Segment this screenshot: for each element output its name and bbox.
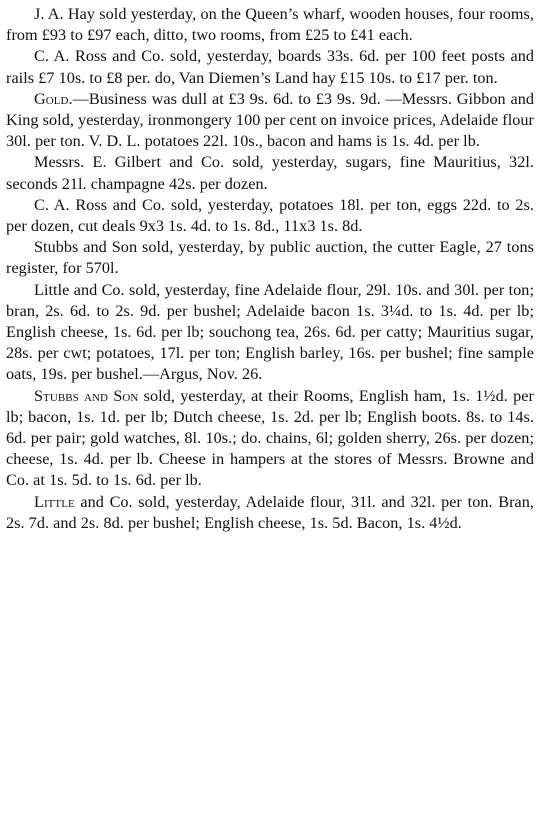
- paragraph-hay-wooden-houses: [6, 4, 534, 46]
- paragraph-gilbert-sugars: [6, 152, 534, 194]
- paragraph-text: C. A. Ross and Co. sold, yesterday, boards 33s. 6d. per 100 feet posts and rails £7 10s. to £8 per. do, Van Diemen’s Land hay £15 10s. to £17 per. ton.: [6, 47, 534, 87]
- paragraph-gold: [6, 89, 534, 153]
- paragraph-text: Little and Co. sold, yesterday, fine Adelaide flour, 29l. 10s. and 30l. per ton; bran, 2s. 6d. to 2s. 9d. per bushel; Adelaide bacon 1s. 3¼d. to 1s. 4d. per lb; English cheese, 1s. 6d. per lb; souchong tea, 26s. 6d. per catty; Mauritius sugar, 28s. per cwt; potatoes, 17l. per ton; English barley, 16s. per bushel; fine sample oats, 19s. per bushel.—Argus, Nov. 26.: [6, 280, 534, 384]
- paragraph-text: C. A. Ross and Co. sold, yesterday, potatoes 18l. per ton, eggs 22d. to 2s. per dozen, cut deals 9x3 1s. 4d. to 1s. 8d., 11x3 1s. 8d.: [6, 195, 534, 236]
- paragraph-text: —Business was dull at £3 9s. 6d. to £3 9s. 9d. —Messrs. Gibbon and King sold, yesterday, ironmongery 100 per cent on invoice prices, Adelaide flour 30l. per ton. V. D. L. potatoes 22l. 10s., bacon and hams is 1s. 4d. per lb.: [6, 89, 534, 151]
- paragraph-stubbs-cutter: [6, 237, 534, 279]
- paragraph-text: Messrs. E. Gilbert and Co. sold, yesterday, sugars, fine Mauritius, 32l. seconds 21l. champagne 42s. per dozen.: [6, 153, 534, 193]
- paragraph-ross-boards: [6, 46, 534, 88]
- paragraph-text: and Co. sold, yesterday, Adelaide flour, 31l. and 32l. per ton. Bran, 2s. 7d. and 2s. 8d. per bushel; English cheese, 1s. 5d. Bacon, 1s. 4½d.: [6, 492, 534, 532]
- paragraph-little-flour: [6, 280, 534, 386]
- paragraph-ross-potatoes: [6, 195, 534, 237]
- paragraph-text: J. A. Hay sold yesterday, on the Queen’s wharf, wooden houses, four rooms, from £93 to £97 each, ditto, two rooms, from £25 to £41 each.: [6, 5, 534, 45]
- paragraph-lead: Little: [34, 492, 75, 511]
- paragraph-text: sold, yesterday, at their Rooms, English ham, 1s. 1½d. per lb; bacon, 1s. 1d. per lb; Dutch cheese, 1s. 2d. per lb; English boots. 8s. to 14s. 6d. per pair; gold watches, 8l. 10s.; do. chains, 6l; golden sherry, 26s. per dozen; cheese, 1s. 4d. per lb. Cheese in hampers at the stores of Messrs. Browne and Co. at 1s. 5d. to 1s. 6d. per lb.: [6, 386, 534, 490]
- paragraph-text: Stubbs and Son sold, yesterday, by public auction, the cutter Eagle, 27 tons register, for 570l.: [6, 238, 534, 278]
- paragraph-lead: Gold.: [34, 89, 73, 108]
- paragraph-little-bran: [6, 492, 534, 534]
- paragraph-lead: Stubbs and Son: [34, 386, 139, 405]
- paragraph-stubbs-rooms: [6, 386, 534, 492]
